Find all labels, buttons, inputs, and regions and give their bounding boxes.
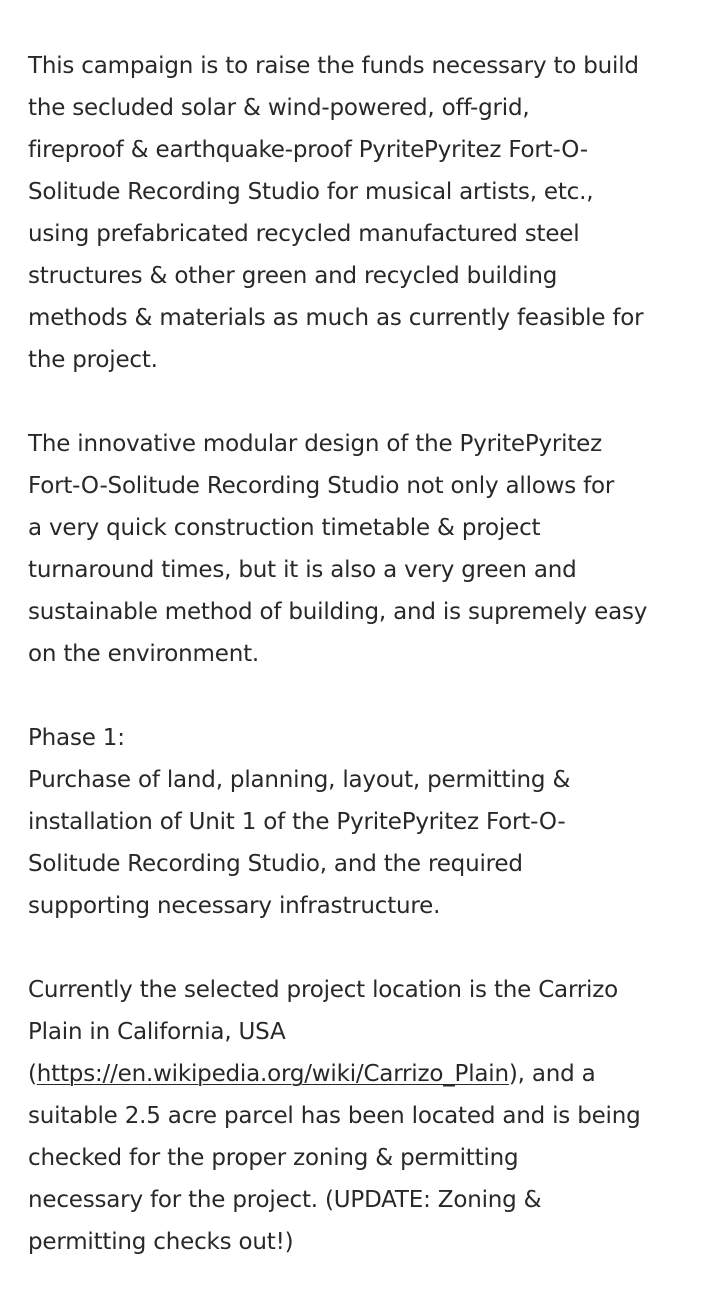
text-line: Fort-O-Solitude Recording Studio not only allows for	[28, 473, 615, 499]
link-prefix: (	[28, 1061, 37, 1087]
text-line: The innovative modular design of the PyritePyritez	[28, 431, 603, 457]
paragraph-campaign-purpose	[28, 45, 700, 381]
text-line: the secluded solar & wind-powered, off-grid,	[28, 95, 530, 121]
text-line: Plain in California, USA	[28, 1019, 286, 1045]
text-line: Purchase of land, planning, layout, permitting &	[28, 767, 571, 793]
text-line: necessary for the project. (UPDATE: Zoning &	[28, 1187, 542, 1213]
text-line: using prefabricated recycled manufactured steel	[28, 221, 580, 247]
text-line: supporting necessary infrastructure.	[28, 893, 441, 919]
text-line: turnaround times, but it is also a very green and	[28, 557, 577, 583]
text-line: Currently the selected project location is the Carrizo	[28, 977, 618, 1003]
text-line: a very quick construction timetable & project	[28, 515, 541, 541]
text-line: on the environment.	[28, 641, 260, 667]
paragraph-project-location	[28, 969, 700, 1263]
text-line: sustainable method of building, and is supremely easy	[28, 599, 648, 625]
text-line: methods & materials as much as currently feasible for	[28, 305, 644, 331]
text-line: permitting checks out!)	[28, 1229, 294, 1255]
text-line: the project.	[28, 347, 158, 373]
link-suffix: ), and a	[508, 1061, 596, 1087]
text-line: fireproof & earthquake-proof PyritePyritez Fort-O-	[28, 137, 588, 163]
text-line-with-link	[28, 1053, 700, 1095]
phase-heading: Phase 1:	[28, 725, 125, 751]
text-line: structures & other green and recycled building	[28, 263, 558, 289]
carrizo-plain-wikipedia-link[interactable]: https://en.wikipedia.org/wiki/Carrizo_Plain	[36, 1061, 509, 1087]
campaign-description	[28, 45, 700, 1305]
text-line: installation of Unit 1 of the PyritePyritez Fort-O-	[28, 809, 566, 835]
text-line: This campaign is to raise the funds necessary to build	[28, 53, 639, 79]
paragraph-modular-design	[28, 423, 700, 675]
text-line: checked for the proper zoning & permitting	[28, 1145, 519, 1171]
text-line: Solitude Recording Studio for musical artists, etc.,	[28, 179, 594, 205]
paragraph-phase-1	[28, 717, 700, 927]
text-line: suitable 2.5 acre parcel has been located and is being	[28, 1103, 641, 1129]
text-line: Solitude Recording Studio, and the required	[28, 851, 523, 877]
